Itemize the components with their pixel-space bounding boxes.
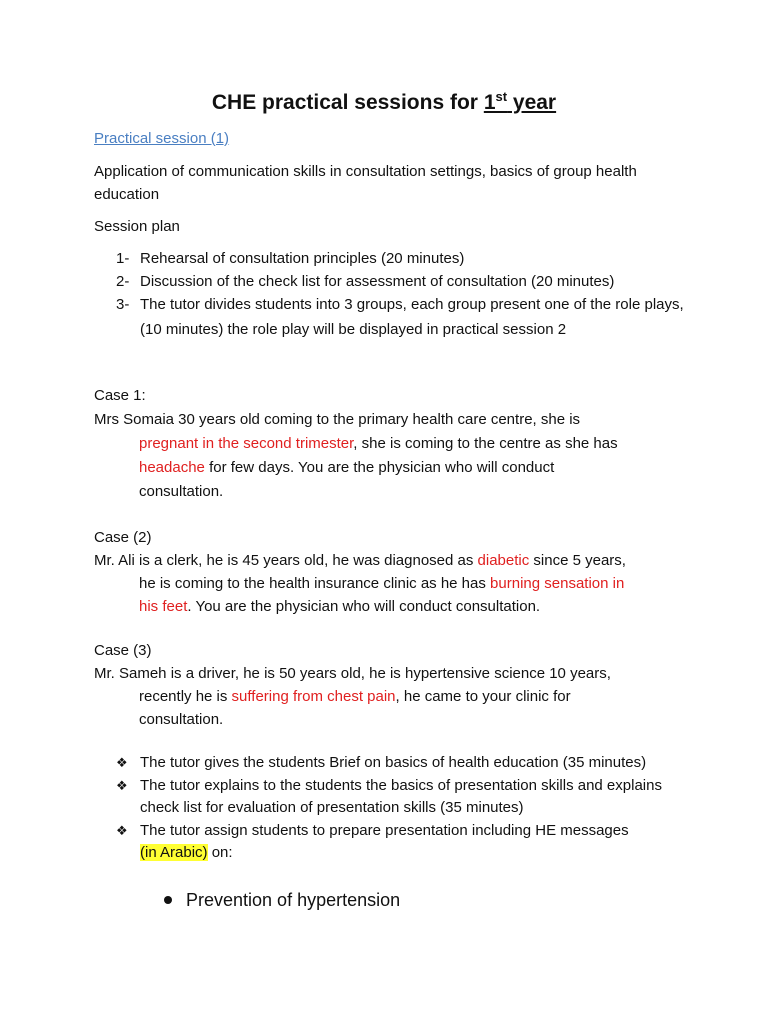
diamond-bullet-icon: ❖: [116, 755, 128, 770]
plan-item-text: Rehearsal of consultation principles (20 minutes): [140, 250, 465, 267]
case-2-line2-text: he is coming to the health insurance clinic as he has: [139, 575, 491, 592]
case-1-highlight-headache: headache: [139, 459, 205, 476]
plan-item-text: Discussion of the check list for assessment of consultation (20 minutes): [140, 273, 615, 290]
diamond-bullet-icon: ❖: [116, 777, 128, 793]
case-1-label: Case 1:: [94, 387, 146, 404]
highlight-in-arabic: (in Arabic): [140, 844, 208, 861]
case-2-tail: . You are the physician who will conduct consultation.: [187, 598, 541, 615]
title-sup: st: [495, 89, 508, 104]
case-3-tail: , he came to your clinic for: [395, 688, 571, 705]
plan-item: [116, 293, 696, 342]
session-plan-label: Session plan: [94, 218, 180, 235]
case-1-body: [94, 408, 684, 504]
bullet-text-after: on:: [207, 844, 233, 861]
tutor-bullet-list: [116, 752, 676, 865]
plan-item-number: 1-: [116, 250, 130, 267]
case-2-pre: Mr. Ali is a clerk, he is 45 years old, he was diagnosed as: [94, 552, 478, 569]
title-num: 1: [483, 91, 496, 114]
sub-bullet-text: Prevention of hypertension: [186, 890, 401, 910]
plan-item-number: 2-: [116, 273, 130, 290]
case-3-line3: consultation.: [139, 711, 224, 728]
title-suffix: year: [507, 91, 557, 114]
case-2-highlight-burning: burning sensation in: [490, 575, 625, 592]
page-title: [0, 88, 768, 118]
case-2-line2: [94, 572, 684, 595]
case-2-body: [94, 549, 684, 618]
plan-item-number: 3-: [116, 296, 130, 313]
intro-paragraph: Application of communication skills in consultation settings, basics of group health education: [94, 163, 637, 203]
case-1-mid: , she is coming to the centre as she has: [353, 435, 618, 452]
bullet-dot-icon: [164, 896, 172, 904]
case-2-highlight-diabetic: diabetic: [477, 552, 530, 569]
sub-bullet-item: [164, 888, 400, 912]
case-1-line3: [94, 456, 684, 480]
case-1-line1: Mrs Somaia 30 years old coming to the primary health care centre, she is: [94, 411, 581, 428]
bullet-text: The tutor gives the students Brief on basics of health education (35 minutes): [140, 754, 647, 771]
title-prefix: CHE practical sessions for: [211, 91, 484, 114]
plan-item: [116, 247, 696, 270]
bullet-text: [140, 820, 629, 865]
case-1-line2: [94, 432, 684, 456]
practical-session-heading: Practical session (1): [94, 130, 230, 147]
case-3-body: [94, 662, 684, 731]
bullet-text-main: The tutor assign students to prepare presentation including HE messages: [140, 821, 629, 839]
case-2-highlight-feet: his feet: [139, 598, 188, 615]
bullet-item: [116, 752, 676, 775]
case-2-label: Case (2): [94, 529, 152, 546]
plan-item-text: The tutor divides students into 3 groups, each group present one of the role plays, (10 minutes) the role play will be displayed in practical session 2: [140, 296, 684, 338]
plan-item: [116, 270, 696, 293]
case-3-highlight-chest-pain: suffering from chest pain: [231, 688, 396, 705]
case-3-line1: Mr. Sameh is a driver, he is 50 years old, he is hypertensive science 10 years,: [94, 665, 611, 682]
title-year: [484, 91, 556, 114]
plan-list: [116, 247, 696, 342]
case-2-mid: since 5 years,: [529, 552, 626, 569]
bullet-item: [116, 775, 676, 820]
case-1-tail: for few days. You are the physician who will conduct: [204, 459, 555, 476]
case-3-pre: recently he is: [139, 688, 232, 705]
case-3-label: Case (3): [94, 642, 152, 659]
case-1-line4: consultation.: [139, 483, 224, 500]
bullet-text: The tutor explains to the students the basics of presentation skills and explains check list for evaluation of presentation skills (35 minutes): [140, 776, 662, 816]
case-1-highlight-pregnant: pregnant in the second trimester: [139, 435, 354, 452]
bullet-item: [116, 820, 676, 865]
case-2-line3: [94, 595, 684, 618]
diamond-bullet-icon: ❖: [116, 822, 128, 838]
case-3-line2: [94, 685, 684, 708]
